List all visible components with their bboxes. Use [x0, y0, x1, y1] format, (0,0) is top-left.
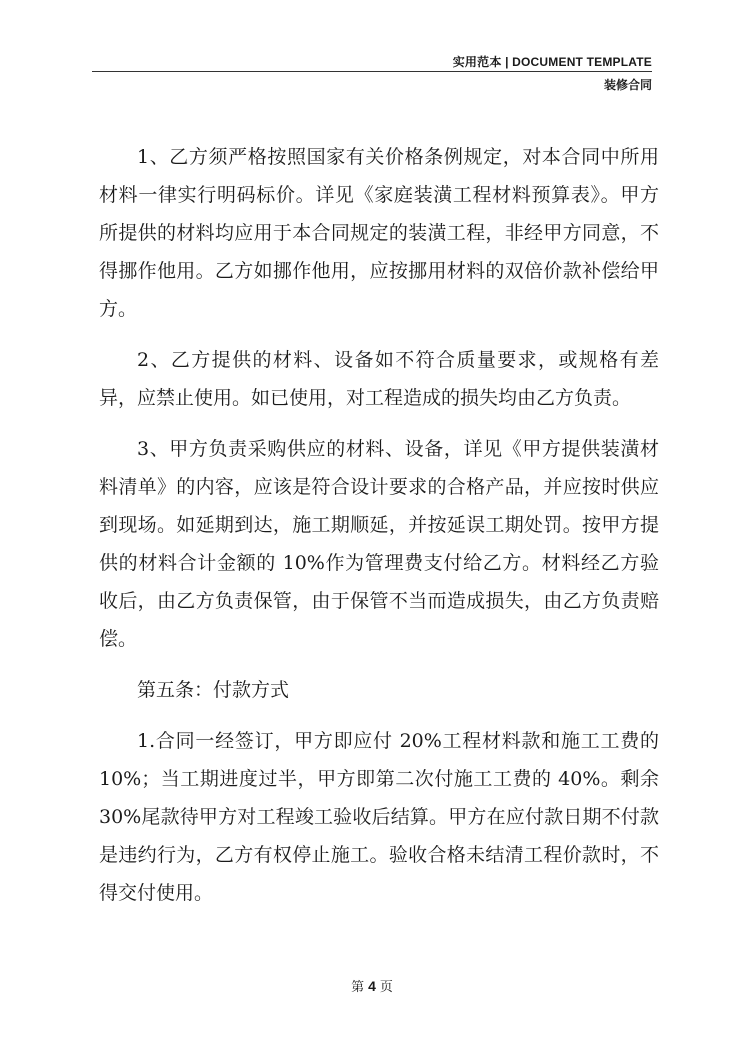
paragraph-material-pricing: 1、乙方须严格按照国家有关价格条例规定，对本合同中所用材料一律实行明码标价。详见《家庭装潢工程材料预算表》。甲方所提供的材料均应用于本合同规定的装潢工程，非经甲方同意，不得挪作他用。乙方如挪作他用，应按挪用材料的双倍价款补偿给甲方。: [99, 146, 659, 320]
page-prefix: 第: [351, 980, 365, 995]
header-divider: [92, 71, 652, 72]
header-title: 实用范本 | DOCUMENT TEMPLATE: [452, 55, 652, 69]
page-number: [0, 976, 744, 995]
paragraph-payment-terms: 1.合同一经签订，甲方即应付 20%工程材料款和施工工费的 10%；当工期进度过半，甲方即第二次付施工工费的 40%。剩余 30%尾款待甲方对工程竣工验收后结算。甲方在应付款日期不付款是违约行为，乙方有权停止施工。验收合格未结清工程价款时，不得交付使用。: [99, 730, 659, 904]
paragraph-material-quality: 2、乙方提供的材料、设备如不符合质量要求，或规格有差异，应禁止使用。如已使用，对工程造成的损失均由乙方负责。: [99, 349, 659, 409]
section-heading-payment: 第五条：付款方式: [137, 679, 290, 701]
page-suffix: 页: [379, 980, 393, 995]
page-number-value: 4: [368, 978, 376, 994]
document-body: [99, 138, 659, 925]
paragraph-party-a-supply: 3、甲方负责采购供应的材料、设备，详见《甲方提供装潢材料清单》的内容，应该是符合设计要求的合格产品，并应按时供应到现场。如延期到达，施工期顺延，并按延误工期处罚。按甲方提供的材料合计金额的 10%作为管理费支付给乙方。材料经乙方验收后，由乙方负责保管，由于保管不当而造成损失，由乙方负责赔偿。: [99, 438, 659, 650]
header-subtitle: 装修合同: [603, 78, 652, 92]
